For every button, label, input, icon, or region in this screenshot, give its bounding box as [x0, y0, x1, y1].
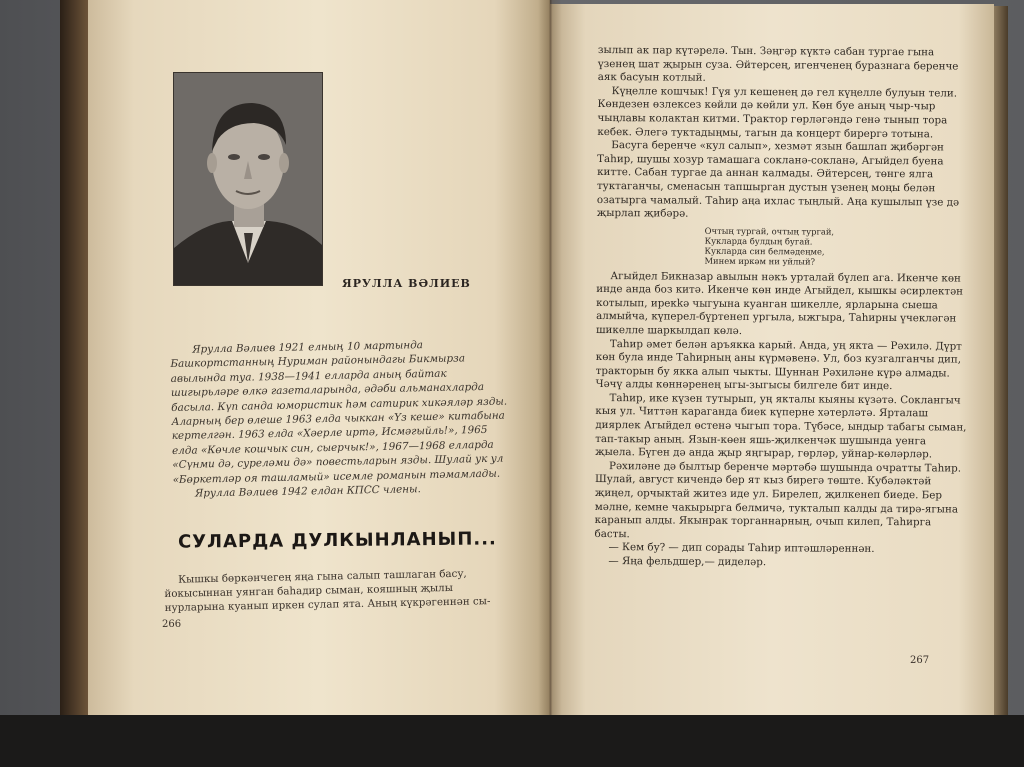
- book-gutter: [538, 0, 562, 728]
- story-paragraph: Агыйдел Бикназар авылын нәкъ урталай бүлеп ага. Икенче көн инде анда боз китә. Икенче көн инде Агыйдел, кышкы әсирлектән котылып, ирекkә чыгуына куанган шикелле, ярларына сыеша алмыйча, күперел-бүртенеп ургыла, ыжгыра, Таһирны үчекләгән шикелле шаркылдап көлә.: [595, 269, 964, 337]
- story-start-text: [164, 566, 505, 616]
- verse-line: Кукларда син белмәдеңме,: [704, 245, 825, 257]
- story-paragraph: зылып ак пар күтәрелә. Тын. Зәңгәр күктә сабан тургае гына үзенең шат җырын суза. Әйтерсең, игенченең буразнага беренче аяк басуын котлый.: [597, 44, 959, 84]
- story-paragraph: Таһир әмет белән аръякка карый. Анда, уң якта — Рәхилә. Дүрт көн була инде Таһирның аны күрмәвенә. Ул, боз кузгалганчы дип, тракторын бу якка алып чыкты. Шуннан Рәхиләне күрә алмады. Чәчү алды көннәренең ыгы-зыгысы билгеле бит инде.: [595, 337, 962, 393]
- page-number-left: 266: [162, 619, 182, 630]
- story-paragraph: Рәхиләне дә былтыр беренче мәртәбә шушында очратты Таһир. Шулай, август кичендә бер ят кыз бирегә төште. Кубәләктәй җиңел, орчыктай житез иде ул. Бирелеп, җилкенеп биеде. Бер мәлне, кемне чакырырга белмичә, тукталып калды да тирә-ягына каранып алды. Якынрак торганнарның, очып килеп, Таһирга басты.: [594, 459, 962, 541]
- story-paragraph: Таһир, ике күзен тутырып, уң якталы кыяны күзәтә. Соклангыч кыя ул. Читтән карагандa биек күперне хәтерләтә. Ярталаш диярлек Агыйдел өстенә чыгып тора. Түбәсе, ындыр табагы сыман, тап-такыр аның. Язын-көен яшь-җилкенчәк шушында уенга җыела. Бүген дә анда җыр яңгырар, гөрләр, уйнар-көләрләр.: [595, 391, 967, 461]
- author-biography: [170, 337, 511, 502]
- verse-line: Минем иркәм ни уйлый?: [704, 256, 816, 267]
- verse-line: Очтың тургай, очтың тургай,: [704, 225, 835, 237]
- song-verse: [704, 225, 968, 268]
- story-paragraph: Күңелле кошчык! Гүя ул кешенең дә гел күңелле булуын тели. Көндезен өзлексез көйли дә көйли ул. Көн буе аның чыр-чыр чыңлавы колактан китми. Трактор гөрләгәндә генә тынып тора кебек. Әлегә туктадыңмы, тагын да концерт бирергә тотына.: [597, 84, 958, 140]
- story-title: СУЛАРДА ДУЛКЫНЛАНЫП...: [177, 528, 497, 553]
- verse-line: Кукларда булдың бугай.: [704, 235, 813, 247]
- author-portrait-photo: [173, 72, 323, 286]
- portrait-image: [174, 73, 322, 285]
- bio-paragraph: Ярулла Вәлиев 1942 елдан КПСС члены.: [194, 483, 421, 500]
- author-name: ЯРУЛЛА ВӘЛИЕВ: [342, 277, 471, 290]
- right-page-text: [594, 44, 970, 571]
- story-paragraph: Кышкы бөркәнчегең яңа гына салып ташлаган басу, йокысыннан уянган баһадир сыман, кояшның җылы нурларына куанып иркен сулап ята. Аның күкрәгеннән сы-: [164, 567, 491, 615]
- book-cover-edge-right: [994, 6, 1008, 726]
- dialogue-line: — Кем бу? — дип сорады Таһир иптәшләреннән.: [608, 541, 875, 556]
- page-number-right: 267: [910, 655, 930, 666]
- bio-paragraph: Ярулла Вәлиев 1921 елның 10 мартында Башкортстанның Нуриман районындагы Бикмырза авылында туа. 1938—1941 елларда аның байтак шигырьләре өлкә газеталарында, әдәби альманахларда басыла. Күп санда юмористик һәм сатирик хикәяләр язды. Аларның бер өлеше 1963 елда чыккан «Үз кеше» китабына кертелгән. 1963 елда «Хәерле иртә, Исмәгыйль!», 1965 елда «Көчле кошчык син, сыерчык!», 1967—1968 елларда «Сүнми дә, суреләми дә» повестьларын язды. Шулай ук ул «Бөркетләр оя ташламый» исемле романын тәмамлады.: [170, 339, 508, 486]
- story-paragraph: Басуга беренче «кул салып», хезмәт язын башлап җибәргән Таһир, шушы хозур тамашага сокланә-сокланә, Агыйдел буена китте. Сабан тургае да аннан калмады. Әйтерсең, төнге ялга туктаганчы, сменасын тапшырган дустын үзенең моңы белән озатырга чамалый. Таһир аңа ихлас тыңлый. Аңа кушылып үзе дә җырлап җибәрә.: [596, 139, 960, 220]
- open-book: [60, 0, 1008, 730]
- table-shadow: [0, 715, 1024, 767]
- dialogue-line: — Яңа фельдшер,— диделәр.: [608, 555, 767, 569]
